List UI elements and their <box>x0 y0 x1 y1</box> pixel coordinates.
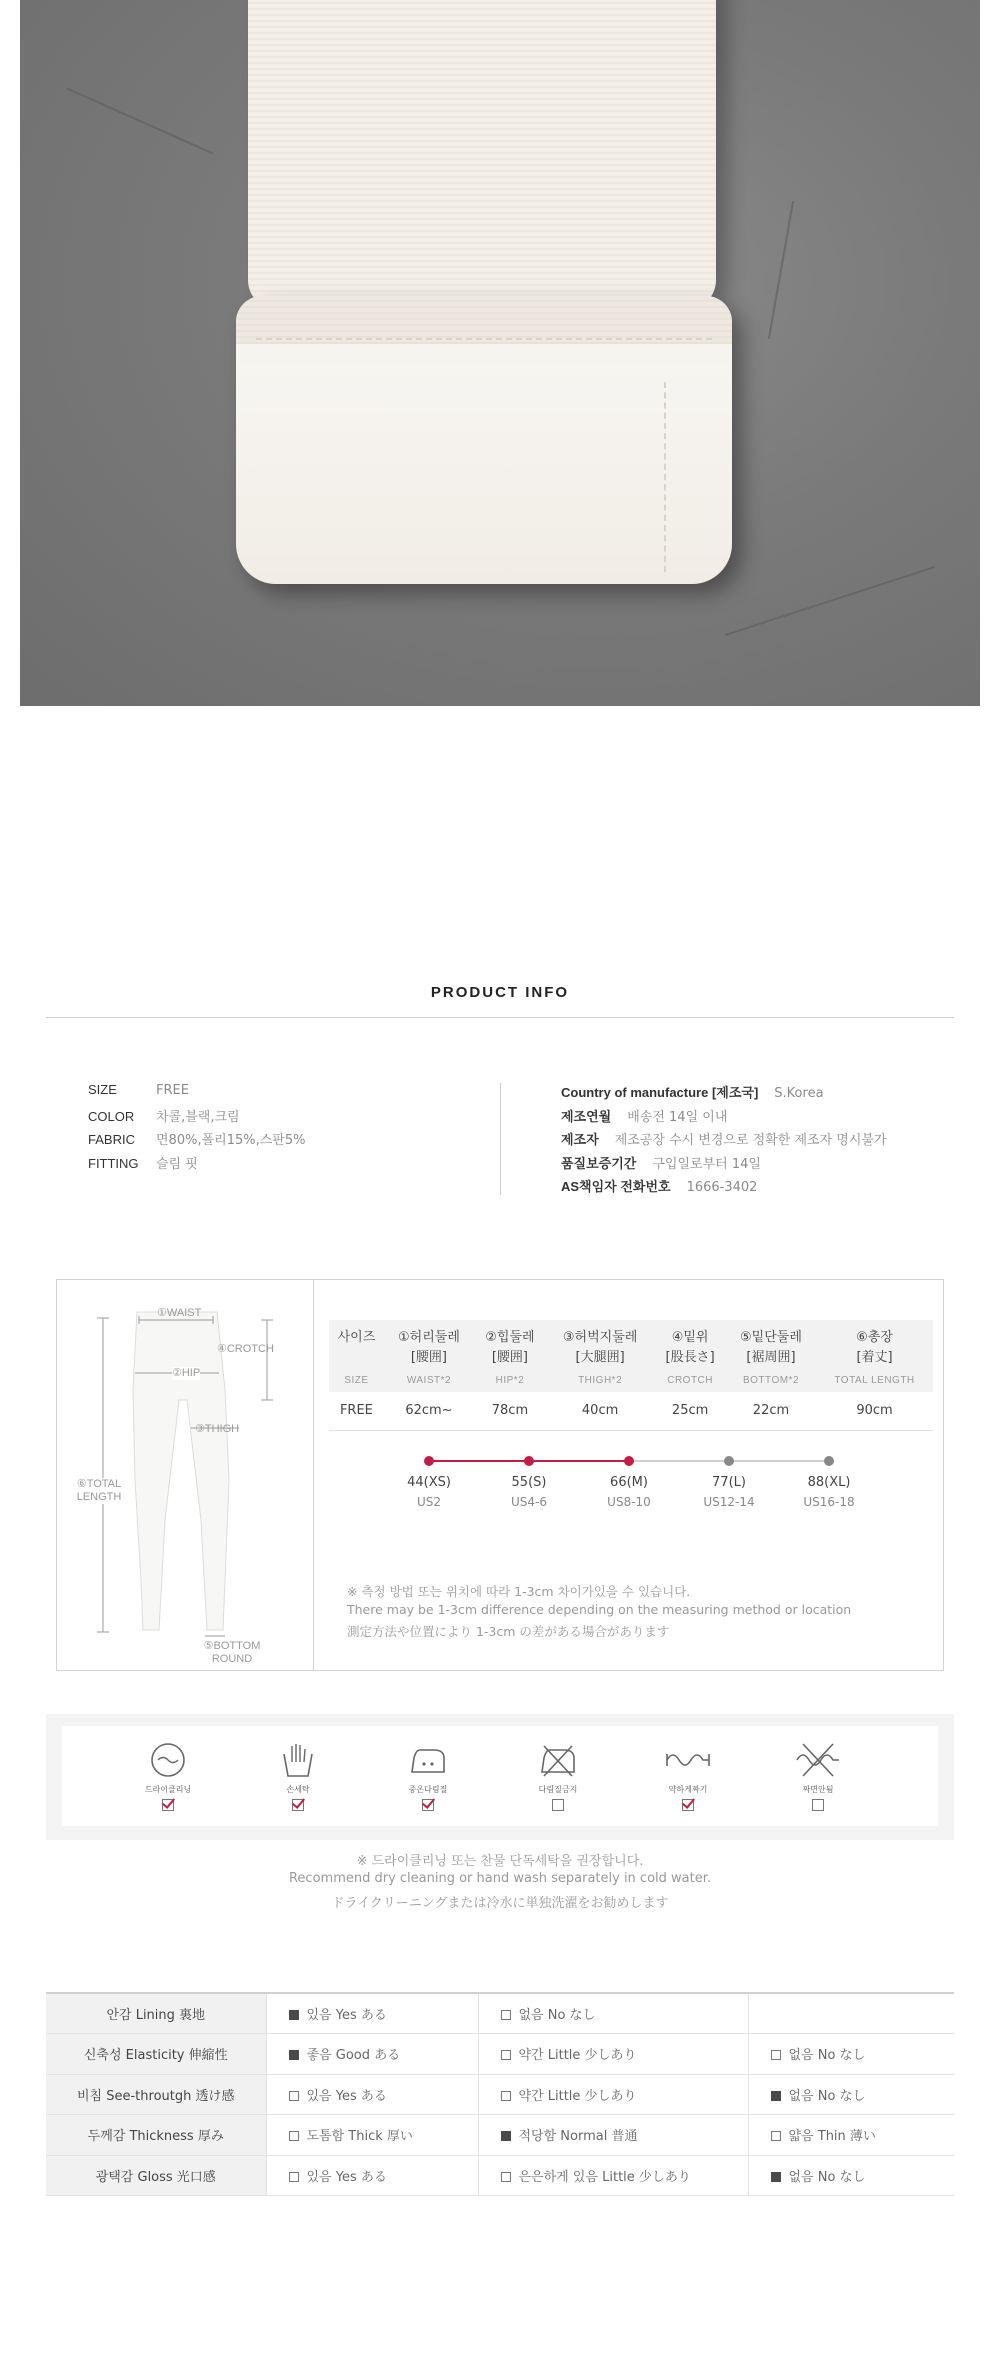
table-cell: 78cm <box>474 1392 546 1430</box>
attribute-option <box>266 2074 478 2115</box>
table-cell: 62cm~ <box>384 1392 474 1430</box>
manufacture-value: 1666-3402 <box>686 1180 758 1195</box>
care-label: 손세탁 <box>286 1785 310 1794</box>
header-label-ja: [裾周囲] <box>746 1350 796 1365</box>
thigh-label: ③THIGH <box>195 1423 240 1435</box>
header-label: ②힙둘레 <box>485 1330 535 1345</box>
product-photo <box>20 0 980 706</box>
measurement-notes <box>347 1582 851 1642</box>
care-label: 짜면안됨 <box>802 1785 834 1794</box>
wring-gently-icon <box>663 1740 713 1780</box>
note-line: ドライクリーニングまたは冷水に単独洗濯をお勧めします <box>331 1896 669 1911</box>
table-row <box>46 2115 954 2156</box>
scale-size-kr: 77(L) <box>712 1475 746 1490</box>
divider <box>46 1017 954 1018</box>
care-checkbox <box>682 1799 694 1811</box>
option-label: 없음 No なし <box>518 2008 596 2023</box>
bottom-round-label-line: ROUND <box>211 1653 253 1665</box>
subheader-cell: WAIST*2 <box>384 1368 474 1392</box>
fabric-attribute-table <box>46 1992 954 2196</box>
dry-clean-icon <box>148 1740 188 1780</box>
product-spec-list <box>88 1082 305 1176</box>
spec-row <box>88 1129 305 1153</box>
note-line: Recommend dry cleaning or hand wash separately in cold water. <box>288 1871 711 1886</box>
option-checkbox <box>501 2131 511 2141</box>
note-line: 測定方法や位置により 1-3cm の差がある場合があります <box>347 1624 670 1639</box>
table-cell: 90cm <box>816 1392 933 1430</box>
attribute-option <box>478 1993 748 2034</box>
spec-value: 슬림 핏 <box>156 1156 198 1172</box>
leggings-illustration <box>57 1280 313 1670</box>
care-item-dry-clean <box>128 1740 208 1811</box>
size-conversion-scale <box>329 1445 933 1525</box>
scale-size-kr: 55(S) <box>511 1475 547 1490</box>
option-checkbox <box>771 2131 781 2141</box>
iron-medium-icon <box>408 1740 448 1780</box>
spec-row <box>88 1082 305 1106</box>
scale-point <box>824 1456 834 1466</box>
scale-size-us: US2 <box>416 1495 442 1509</box>
spec-value: FREE <box>156 1083 189 1098</box>
table-cell: 25cm <box>654 1392 726 1430</box>
attribute-name: 광택감 Gloss 光口感 <box>46 2155 266 2196</box>
manufacture-value: 배송전 14일 이내 <box>627 1109 728 1125</box>
care-label: 다림질금지 <box>538 1785 578 1794</box>
option-checkbox <box>289 2010 299 2020</box>
care-label: 약하게짜기 <box>668 1785 708 1794</box>
spec-row <box>88 1153 305 1177</box>
header-label: ⑤밑단둘레 <box>740 1330 802 1345</box>
size-table <box>329 1320 933 1431</box>
scale-point <box>424 1456 434 1466</box>
attribute-name: 비침 See-throutgh 透け感 <box>46 2074 266 2115</box>
option-label: 적당함 Normal 普通 <box>518 2129 638 2145</box>
header-label-ja: [腰囲] <box>410 1350 448 1365</box>
table-row <box>46 2155 954 2196</box>
care-instructions <box>46 1714 954 1840</box>
header-label: ③허벅지둘레 <box>562 1330 638 1345</box>
attribute-option <box>478 2115 748 2156</box>
header-label-ja: [股長さ] <box>665 1350 715 1365</box>
bottom-round-label-line: ⑤BOTTOM <box>203 1640 261 1652</box>
table-row <box>46 1993 954 2034</box>
attribute-option <box>478 2074 748 2115</box>
table-row <box>329 1392 933 1430</box>
divider <box>313 1280 314 1670</box>
care-item-no-wring <box>778 1740 858 1811</box>
option-checkbox <box>289 2050 299 2060</box>
option-label: 약간 Little 少しあり <box>518 2088 637 2104</box>
total-length-label-line: ⑥TOTAL <box>76 1478 122 1490</box>
care-item-iron-medium <box>388 1740 468 1811</box>
option-checkbox <box>501 2172 511 2182</box>
no-wring-icon <box>793 1740 843 1780</box>
option-label: 없음 No なし <box>788 2048 866 2064</box>
size-table-subheader <box>329 1368 933 1392</box>
header-cell <box>654 1320 726 1368</box>
care-item-wring-gently <box>648 1740 728 1811</box>
option-label: 좋음 Good ある <box>306 2048 401 2064</box>
leggings-measurement-figure <box>57 1280 313 1670</box>
care-checkbox <box>422 1799 434 1811</box>
option-checkbox <box>289 2172 299 2182</box>
option-label: 있음 Yes ある <box>306 2169 387 2185</box>
scale-size-kr: 66(M) <box>610 1475 648 1490</box>
header-cell <box>474 1320 546 1368</box>
attribute-option <box>478 2034 748 2075</box>
option-checkbox <box>501 2050 511 2060</box>
header-cell <box>816 1320 933 1368</box>
subheader-cell: SIZE <box>329 1368 384 1392</box>
scale-size-kr: 44(XS) <box>407 1475 451 1490</box>
care-checkbox <box>292 1799 304 1811</box>
hand-wash-icon <box>278 1740 318 1780</box>
product-info-title: PRODUCT INFO <box>430 984 570 1001</box>
scale-point <box>724 1456 734 1466</box>
hip-label: ②HIP <box>172 1367 201 1379</box>
option-checkbox <box>289 2131 299 2141</box>
attribute-option <box>266 2034 478 2075</box>
header-label: 사이즈 <box>337 1330 376 1345</box>
scale-size-us: US16-18 <box>803 1495 855 1509</box>
option-checkbox <box>771 2091 781 2101</box>
care-checkbox <box>162 1799 174 1811</box>
subheader-cell: TOTAL LENGTH <box>816 1368 933 1392</box>
manufacture-row <box>561 1129 887 1153</box>
header-label: ④밑위 <box>671 1330 709 1345</box>
header-cell <box>329 1320 384 1368</box>
size-table-header <box>329 1320 933 1368</box>
subheader-cell: HIP*2 <box>474 1368 546 1392</box>
manufacture-row <box>561 1176 887 1200</box>
note-line: There may be 1-3cm difference depending on the measuring method or location <box>347 1602 852 1617</box>
option-label: 없음 No なし <box>788 2169 866 2185</box>
option-label: 있음 Yes ある <box>306 2008 387 2023</box>
attribute-option <box>266 2155 478 2196</box>
option-label: 도톰함 Thick 厚い <box>306 2129 413 2145</box>
bottom-round-label <box>197 1640 267 1666</box>
attribute-option <box>266 1993 478 2034</box>
manufacture-value: S.Korea <box>774 1086 824 1101</box>
no-iron-icon <box>538 1740 578 1780</box>
header-cell <box>384 1320 474 1368</box>
option-checkbox <box>771 2050 781 2060</box>
scale-size-us: US4-6 <box>511 1495 547 1509</box>
option-checkbox <box>501 2010 511 2020</box>
care-label: 중온다림질 <box>408 1785 448 1794</box>
attribute-option <box>478 2155 748 2196</box>
header-label-ja: [大腿囲] <box>575 1350 625 1365</box>
header-label: ⑥총장 <box>856 1330 893 1345</box>
option-checkbox <box>771 2172 781 2182</box>
manufacture-row <box>561 1106 887 1130</box>
waist-label: ①WAIST <box>157 1307 202 1319</box>
manufacture-label: 제조연월 <box>561 1108 612 1124</box>
attribute-name: 두께감 Thickness 厚み <box>46 2115 266 2156</box>
care-item-no-iron <box>518 1740 598 1811</box>
note-line: ※ 측정 방법 또는 위치에 따라 1-3cm 차이가있을 수 있습니다. <box>347 1584 691 1599</box>
note-line: ※ 드라이클리닝 또는 찬물 단독세탁을 권장합니다. <box>356 1854 644 1869</box>
option-label: 은은하게 있음 Little 少しあり <box>518 2169 691 2185</box>
spec-row <box>88 1106 305 1130</box>
spec-value: 면80%,폴리15%,스판5% <box>156 1133 306 1148</box>
scale-point <box>624 1456 634 1466</box>
option-label: 없음 No なし <box>788 2088 866 2104</box>
header-cell <box>546 1320 654 1368</box>
total-length-label <box>69 1478 129 1504</box>
manufacture-value: 제조공장 수시 변경으로 정확한 제조자 명시불가 <box>614 1133 887 1148</box>
manufacture-label: 품질보증기간 <box>561 1155 637 1171</box>
table-row <box>46 2034 954 2075</box>
sleeve <box>248 0 716 310</box>
manufacture-row <box>561 1153 887 1177</box>
spec-label: SIZE <box>88 1082 117 1097</box>
care-label: 드라이클리닝 <box>144 1785 192 1794</box>
manufacture-value: 구입일로부터 14일 <box>652 1156 761 1172</box>
care-panel <box>62 1726 938 1826</box>
subheader-cell: CROTCH <box>654 1368 726 1392</box>
spec-label: FITTING <box>88 1155 139 1171</box>
spec-value: 차콜,블랙,크림 <box>156 1109 240 1125</box>
manufacture-label: AS책임자 전화번호 <box>561 1179 671 1194</box>
attribute-name: 안감 Lining 裏地 <box>46 1993 266 2034</box>
manufacture-label: 제조자 <box>561 1132 599 1147</box>
header-label: ①허리둘레 <box>398 1330 460 1345</box>
attribute-option <box>266 2115 478 2156</box>
scale-point <box>524 1456 534 1466</box>
header-label-ja: [着丈] <box>856 1350 893 1365</box>
header-cell <box>726 1320 816 1368</box>
header-label-ja: [腰囲] <box>491 1350 529 1365</box>
attribute-option <box>748 2034 954 2075</box>
attribute-option <box>748 2074 954 2115</box>
wash-notes <box>0 1850 1000 1913</box>
manufacture-info-list <box>561 1082 887 1200</box>
option-checkbox <box>501 2091 511 2101</box>
scale-size-us: US8-10 <box>607 1495 651 1509</box>
table-cell: 22cm <box>726 1392 816 1430</box>
scale-size-us: US12-14 <box>703 1495 755 1509</box>
attribute-name: 신축성 Elasticity 伸縮性 <box>46 2034 266 2075</box>
table-cell: 40cm <box>546 1392 654 1430</box>
crotch-label: ④CROTCH <box>217 1343 274 1355</box>
sleeve-cuff <box>236 296 732 584</box>
attribute-option-empty <box>748 1993 954 2034</box>
attribute-option <box>748 2155 954 2196</box>
scale-size-kr: 88(XL) <box>807 1475 851 1490</box>
option-label: 약간 Little 少しあり <box>518 2048 637 2064</box>
spec-label: COLOR <box>88 1108 135 1124</box>
subheader-cell: BOTTOM*2 <box>726 1368 816 1392</box>
care-checkbox <box>552 1799 564 1811</box>
divider <box>500 1083 501 1195</box>
option-label: 있음 Yes ある <box>306 2088 387 2104</box>
attribute-option <box>748 2115 954 2156</box>
spec-label: FABRIC <box>88 1132 135 1147</box>
table-cell: FREE <box>329 1392 384 1430</box>
size-guide <box>56 1279 944 1671</box>
manufacture-label: Country of manufacture [제조국] <box>561 1085 759 1100</box>
table-row <box>46 2074 954 2115</box>
care-checkbox <box>812 1799 824 1811</box>
manufacture-row <box>561 1082 887 1106</box>
care-item-hand-wash <box>258 1740 338 1811</box>
option-checkbox <box>289 2091 299 2101</box>
option-label: 얇음 Thin 薄い <box>788 2129 876 2145</box>
total-length-label-line: LENGTH <box>76 1491 122 1503</box>
subheader-cell: THIGH*2 <box>546 1368 654 1392</box>
